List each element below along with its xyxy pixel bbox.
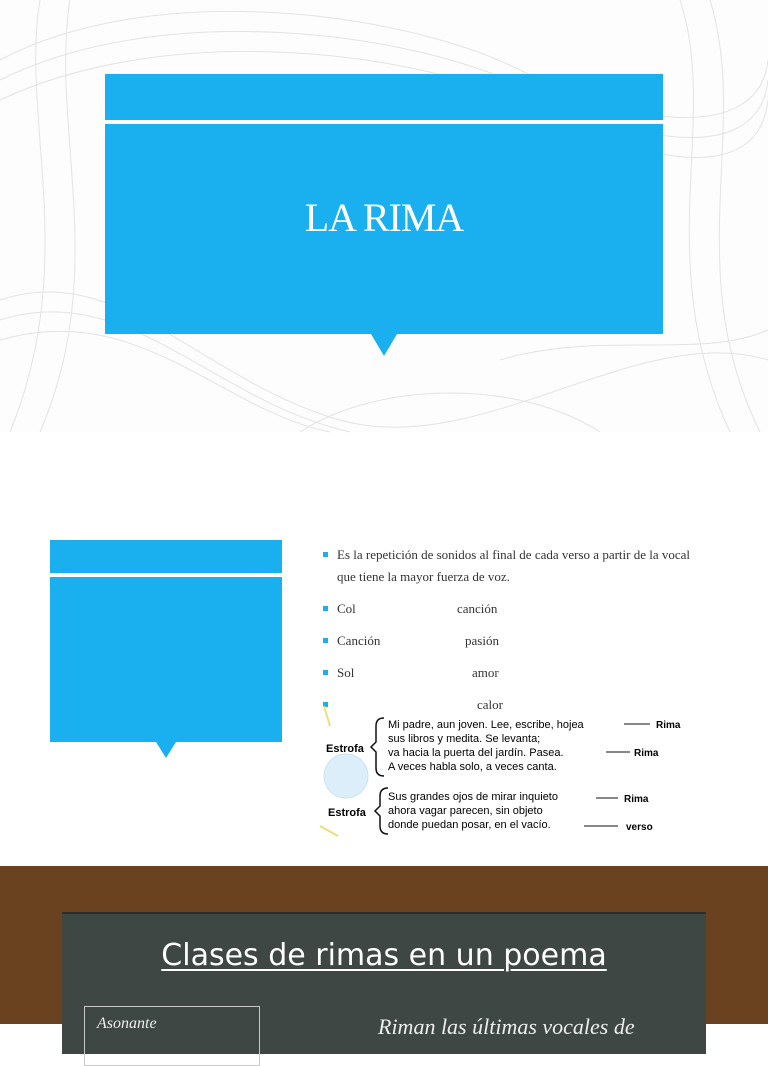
board-box: Asonante — [84, 1006, 260, 1066]
verso-label: verso — [626, 822, 653, 833]
chalkboard — [62, 912, 706, 1054]
bullet-intro — [322, 544, 702, 588]
bullet-row — [322, 662, 702, 684]
chalkboard-slide — [0, 866, 768, 1039]
rima-label: Rima — [624, 794, 649, 805]
definition-slide — [0, 470, 768, 850]
estrofa2-line: ahora vagar parecen, sin objeto — [388, 805, 543, 817]
title-band — [105, 120, 663, 124]
word-left: Col — [337, 601, 356, 616]
board-text: Riman las últimas vocales de — [378, 1014, 635, 1039]
intro-text: Es la repetición de sonidos al final de cada verso a partir de la vocal que tiene la mayor fuerza de voz. — [337, 547, 691, 584]
word-right: pasión — [465, 633, 499, 648]
bullet-row — [322, 598, 702, 620]
side-box — [50, 540, 282, 742]
estrofa1-line: A veces habla solo, a veces canta. — [388, 761, 557, 773]
rima-label: Rima — [634, 748, 659, 759]
board-title: Clases de rimas en un poema — [161, 938, 607, 973]
slide-title: LA RIMA — [304, 195, 464, 240]
brace-2 — [375, 788, 388, 834]
rhyme-diagram — [316, 706, 696, 846]
word-right: canción — [457, 601, 498, 616]
title-slide — [0, 0, 768, 432]
estrofa1-label: Estrofa — [326, 743, 364, 755]
estrofa1-line: Mi padre, aun joven. Lee, escribe, hojea — [388, 719, 584, 731]
estrofa2-line: Sus grandes ojos de mirar inquieto — [388, 791, 558, 803]
side-pointer — [156, 742, 176, 758]
side-band — [50, 573, 282, 577]
word-left: Canción — [337, 633, 381, 648]
estrofa2-label: Estrofa — [328, 807, 366, 819]
bullet-row — [322, 630, 702, 652]
bullet-list — [322, 544, 702, 726]
estrofa1-line: sus libros y medita. Se levanta; — [388, 733, 541, 745]
estrofa2-line: donde puedan posar, en el vacío. — [388, 819, 551, 831]
word-left: Sol — [337, 665, 355, 680]
title-box — [105, 74, 663, 334]
word-right: amor — [472, 665, 499, 680]
estrofa1-line: va hacia la puerta del jardín. Pasea. — [388, 747, 564, 759]
title-pointer — [371, 334, 397, 356]
word-right: calor — [477, 697, 503, 712]
rima-label: Rima — [656, 720, 681, 731]
brace-1 — [371, 718, 384, 776]
